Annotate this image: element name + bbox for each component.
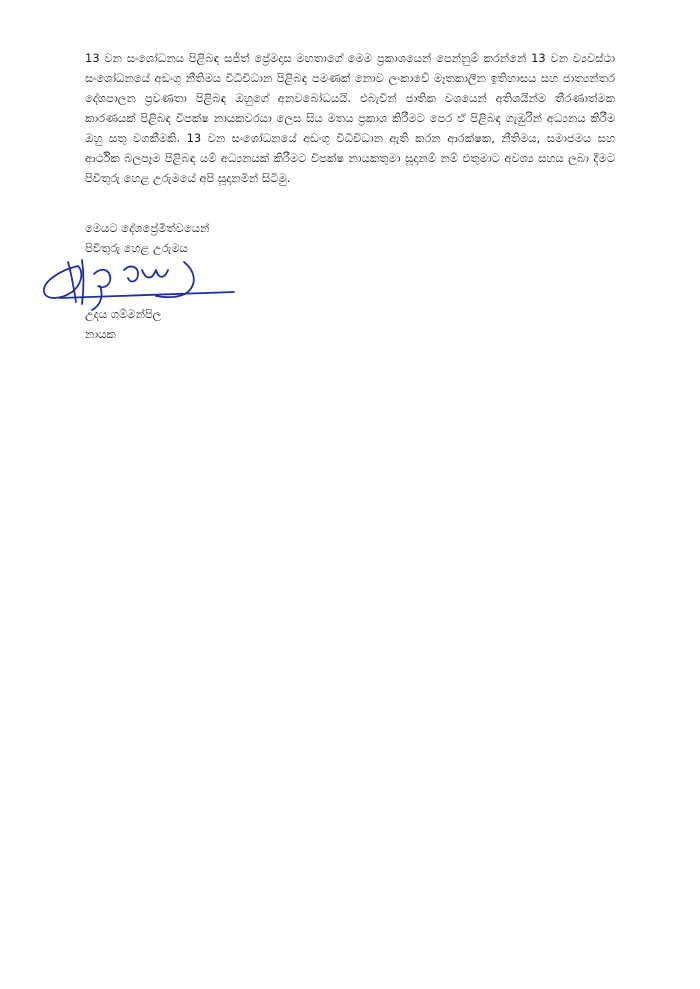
signer-block <box>85 304 161 344</box>
closing-organization: පිවිතුරු හෙළ උරුමය <box>85 241 188 255</box>
closing-block <box>85 218 209 258</box>
signer-name: උදය ගම්මන්පිල <box>85 307 162 321</box>
letter-body-paragraph: 13 වන සංශෝධනය පිළිබඳ සජිත් ප්‍රේමදාස මහතාගේ මෙම ප්‍රකාශයෙන් පෙන්නුම් කරන්නේ 13 වන ව්‍යවස්ථා සංශෝධනයේ අඩංගු නීතිමය විධිවිධාන පිළිබඳ පමණක් නොව ලංකාවේ මෑතකාලීන ඉතිහාසය සහ ජාත්‍යන්තර දේශපාලන ප්‍රවණතා පිළිබඳ ඔහුගේ අනවබෝධයයි. එබැවින් ජාතික වශයෙන් අතිශයින්ම තීරණාත්මක කාරණයක් පිළිබඳ විපක්ෂ නායකවරයා ලෙස සිය මතය ප්‍රකාශ කිරීමට පෙර ඒ පිළිබඳ ගැඹුරින් අධ්‍යනය කිරීම ඔහු සතු වගකීමකි. 13 වන සංශෝධනයේ අඩංගු විධිවිධාන ඇති කරන ආරක්ෂක, නීතිමය, සමාජමය සහ ආර්ථික බලපෑම පිළිබඳ යම් අධ්‍යනයක් කිරීමට විපක්ෂ නායකතුමා සූදානම් නම් එතුමාට අවශ්‍ය සහය ලබා දීමට පිවිතුරු හෙළ උරුමයේ අපි සූදානමින් සිටිමු. <box>85 51 615 185</box>
closing-salutation: මෙයට දේශප්‍රේමීත්වයෙන් <box>85 221 210 235</box>
signer-title: නායක <box>85 327 116 341</box>
